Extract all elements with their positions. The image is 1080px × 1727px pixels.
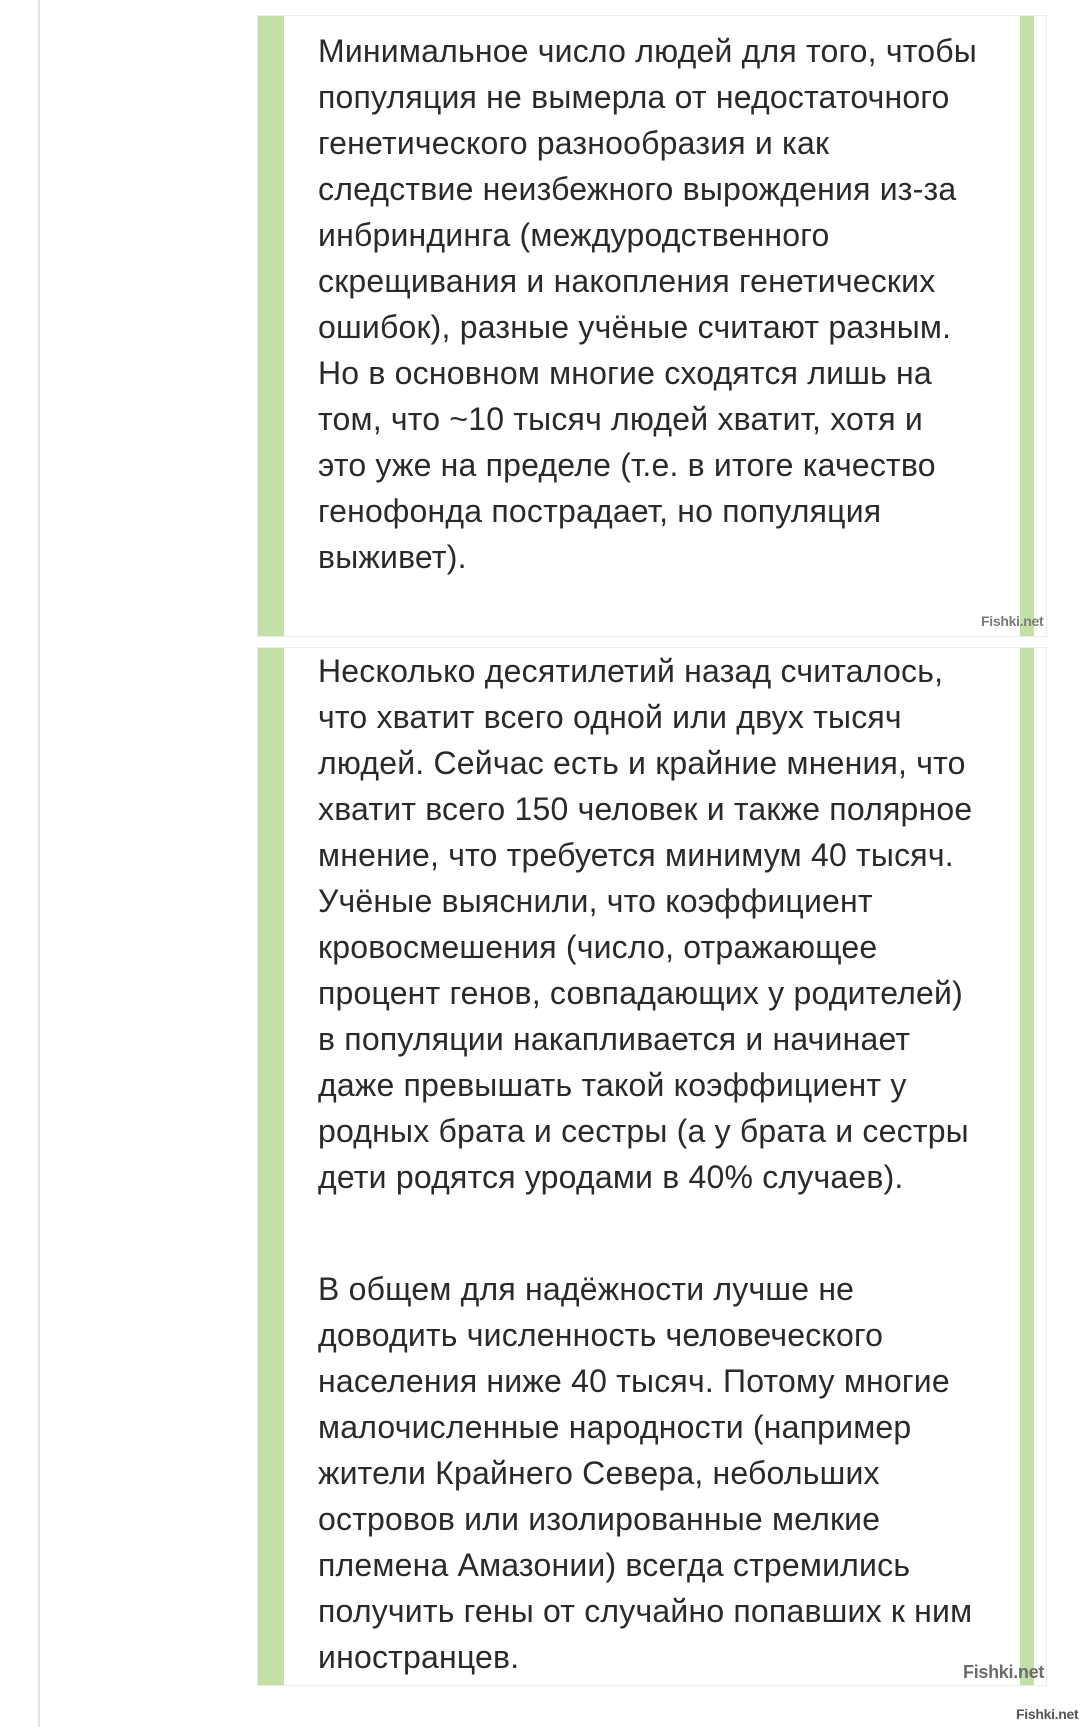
quote-accent-bar-left [258,16,284,636]
paragraph-conclusion: В общем для надёжности лучше не доводить численность человеческого населения ниже 40 тысяч. Потому многие малочисленные народности (например жители Крайнего Севера, небольших островов или изолированные мелкие племена Амазонии) всегда стремились получить гены от случайно попавших к ним иностранцев. [318,1271,973,1675]
quote-card-second [258,648,1046,1685]
watermark-fishki: Fishki.net [963,1662,1045,1682]
watermark-fishki-corner: Fishki.net [1016,1706,1079,1722]
paragraph-minimum-population: Минимальное число людей для того, чтобы популяция не вымерла от недостаточного генетического разнообразия и как следствие неизбежного вырождения из-за инбриндинга (междуродственного скрещивания и накопления генетических ошибок), разные учёные считают разным. Но в основном многие сходятся лишь на том, что ~10 тысяч людей хватит, хотя и это уже на пределе (т.е. в итоге качество генофонда пострадает, но популяция выживет). [318,33,977,575]
watermark-fishki: Fishki.net [981,613,1044,629]
quote-accent-bar-right [1020,648,1034,1685]
quote-card-first [258,16,1046,636]
page-divider [38,0,40,1727]
quote-accent-bar-left [258,648,284,1685]
quote-accent-bar-right [1020,16,1034,636]
paragraph-past-estimates: Несколько десятилетий назад считалось, что хватит всего одной или двух тысяч людей. Сейчас есть и крайние мнения, что хватит всего 150 человек и также полярное мнение, что требуется минимум 40 тысяч. Учёные выяснили, что коэффициент кровосмешения (число, отражающее процент генов, совпадающих у родителей) в популяции накапливается и начинает даже превышать такой коэффициент у родных брата и сестры (а у брата и сестры дети родятся уродами в 40% случаев). [318,653,973,1195]
